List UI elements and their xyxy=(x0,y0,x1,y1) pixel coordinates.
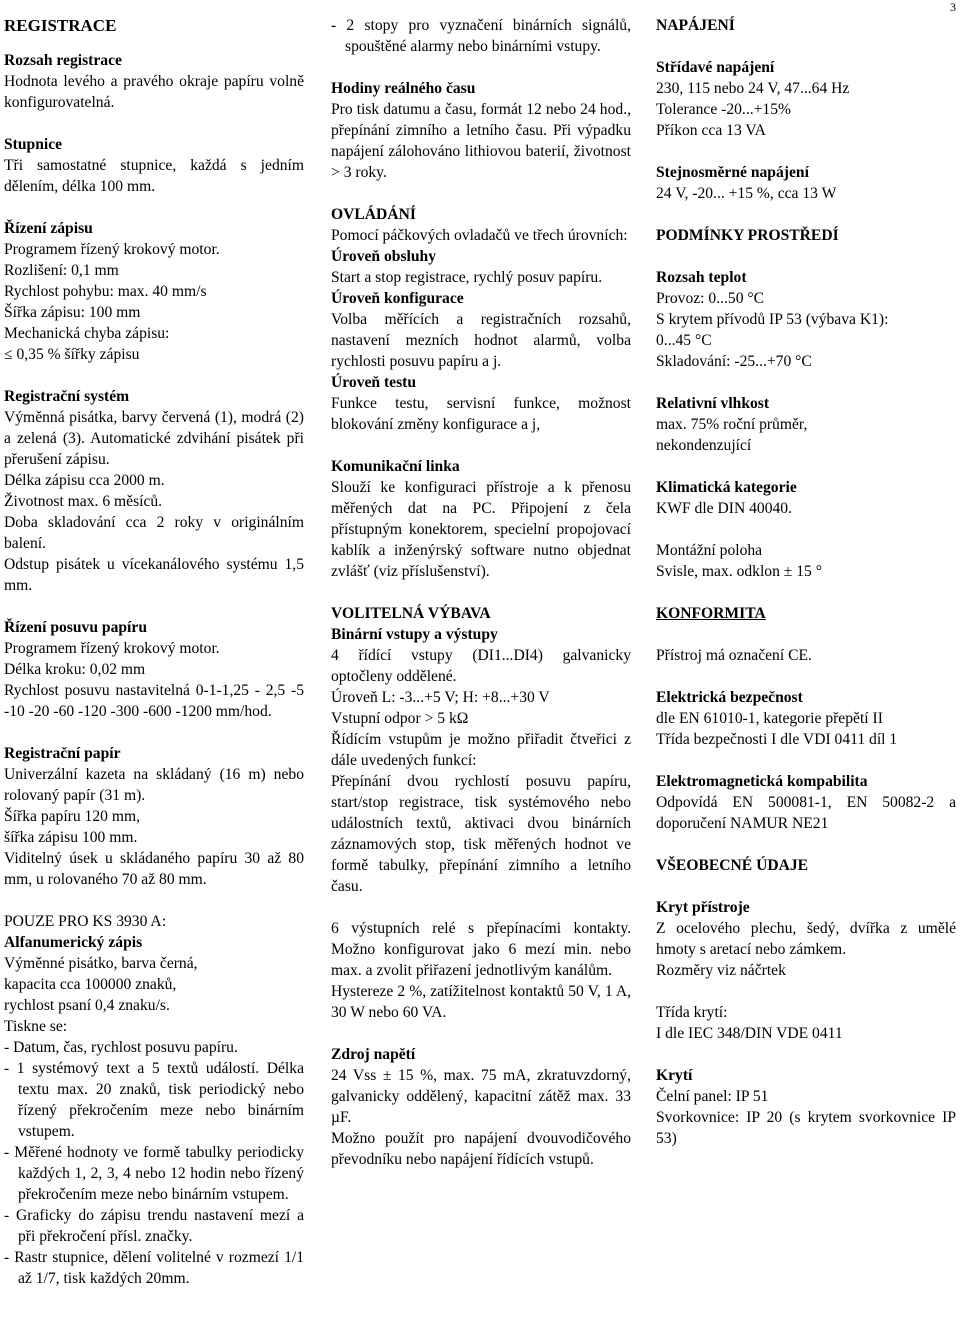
text-konfigurace: Volba měřících a registračních rozsahů, nastavení mezních hodnot alarmů, volba rychlosti posuvu papíru a j. xyxy=(331,311,631,370)
list-item: - 1 systémový text a 5 textů událostí. Délka textu max. 20 znaků, tisk periodický nebo řízený překročením meze nebo binárním vstupem. xyxy=(4,1060,304,1140)
line: Provoz: 0...50 °C xyxy=(656,290,765,307)
line: ≤ 0,35 % šířky zápisu xyxy=(4,346,140,363)
heading-stupnice: Stupnice xyxy=(4,136,63,153)
heading-rizeni-posuvu: Řízení posuvu papíru xyxy=(4,619,147,636)
line: 230, 115 nebo 24 V, 47...64 Hz xyxy=(656,80,850,97)
text-stupnice: Tři samostatné stupnice, každá s jedním dělením, délka 100 mm. xyxy=(4,157,304,195)
line: Třída bezpečnosti I dle VDI 0411 díl 1 xyxy=(656,731,898,748)
text-emk: Odpovídá EN 500081-1, EN 50082-2 a doporučení NAMUR NE21 xyxy=(656,794,956,832)
line: Programem řízený krokový motor. xyxy=(4,640,220,657)
heading-konfigurace: Úroveň konfigurace xyxy=(331,290,464,307)
text-zdroj: 24 Vss ± 15 %, max. 75 mA, zkratuvzdorný, galvanicky oddělený, kapacitní zátěž max. 33 µF. xyxy=(331,1067,631,1126)
line: nekondenzující xyxy=(656,437,752,454)
line: rychlost psaní 0,4 znaku/s. xyxy=(4,997,170,1014)
section-title-napajeni: NAPÁJENÍ xyxy=(656,17,735,34)
line: Vstupní odpor > 5 kΩ xyxy=(331,710,469,727)
line: Třída krytí: xyxy=(656,1004,728,1021)
heading-teplot: Rozsah teplot xyxy=(656,269,747,286)
heading-registracni-papir: Registrační papír xyxy=(4,745,121,762)
text-ridici-vstupy: Řídícím vstupům je možno přiřadit čtveřici z dále uvedených funkcí: xyxy=(331,731,631,769)
line: Šířka papíru 120 mm, xyxy=(4,808,140,825)
text-stejnosmerne: 24 V, -20... +15 %, cca 13 W xyxy=(656,185,837,202)
text-konformita: Přístroj má označení CE. xyxy=(656,647,812,664)
text-funkce: Přepínání dvou rychlostí posuvu papíru, start/stop registrace, tisk systémového nebo událostních textů, aktivaci dvou binárních záznamových stop, tisk měřených hodnot ve formě tabulky, přepínání zimního a letního času. xyxy=(331,773,631,895)
text-rele: 6 výstupních relé s přepínacími kontakty. Možno konfigurovat jako 6 mezí min. nebo max. a zvolit přiřazení jednotlivým kanálům. xyxy=(331,920,631,979)
text-hodiny: Pro tisk datumu a času, formát 12 nebo 24 hod., přepínání zimního a letního času. Při výpadku napájení zálohováno lithiovou baterií, životnost > 3 roky. xyxy=(331,101,631,181)
list-item: - Graficky do zápisu trendu nastavení mezí a při překročení přísl. značky. xyxy=(4,1207,304,1245)
line: dle EN 61010-1, kategorie přepětí II xyxy=(656,710,883,727)
section-title-registrace: REGISTRACE xyxy=(4,16,117,35)
section-title-konformita: KONFORMITA xyxy=(656,605,766,622)
text-hystereze: Hystereze 2 %, zatížitelnost kontaktů 50 V, 1 A, 30 W nebo 60 VA. xyxy=(331,983,631,1021)
line: kapacita cca 100000 znaků, xyxy=(4,976,177,993)
heading-alfanumericky: Alfanumerický zápis xyxy=(4,934,143,951)
line: Montážní poloha xyxy=(656,542,763,559)
heading-stejnosmerne: Stejnosměrné napájení xyxy=(656,164,809,181)
line: Rychlost pohybu: max. 40 mm/s xyxy=(4,283,207,300)
line: Délka zápisu cca 2000 m. xyxy=(4,472,165,489)
line: Svisle, max. odklon ± 15 ° xyxy=(656,563,822,580)
list-item: - Rastr stupnice, dělení volitelné v rozmezí 1/1 až 1/7, tisk každých 20mm. xyxy=(4,1249,304,1287)
line: Mechanická chyba zápisu: xyxy=(4,325,170,342)
text-zdroj-pouziti: Možno použít pro napájení dvouvodičového převodníku nebo napájení řídících vstupů. xyxy=(331,1130,631,1168)
section-title-vseobecne: VŠEOBECNÉ ÚDAJE xyxy=(656,857,809,874)
list-item: - 2 stopy pro vyznačení binárních signálů, spouštěné alarmy nebo binárními vstupy. xyxy=(331,17,631,55)
heading-obsluha: Úroveň obsluhy xyxy=(331,248,436,265)
heading-binarni: Binární vstupy a výstupy xyxy=(331,626,498,643)
column-middle xyxy=(331,15,631,1170)
heading-registracni-system: Registrační systém xyxy=(4,388,130,405)
line: Šířka zápisu: 100 mm xyxy=(4,304,141,321)
text-skladovani: Doba skladování cca 2 roky v originálním balení. xyxy=(4,514,304,552)
line: max. 75% roční průměr, xyxy=(656,416,808,433)
text-registracni-system: Výměnná pisátka, barvy červená (1), modrá (2) a zelená (3). Automatické zdvihání pisátek při přerušení zápisu. xyxy=(4,409,304,468)
heading-hodiny: Hodiny reálného času xyxy=(331,80,476,97)
text-papir: Univerzální kazeta na skládaný (16 m) nebo rolovaný papír (31 m). xyxy=(4,766,304,804)
text-rozsah: Hodnota levého a pravého okraje papíru volně konfigurovatelná. xyxy=(4,73,304,111)
line: Životnost max. 6 měsíců. xyxy=(4,493,163,510)
text-odstup: Odstup pisátek u vícekanálového systému 1,5 mm. xyxy=(4,556,304,594)
page-number: 3 xyxy=(950,0,956,14)
line: 0...45 °C xyxy=(656,332,712,349)
line: S krytem přívodů IP 53 (výbava K1): xyxy=(656,311,889,328)
line: Výměnné pisátko, barva černá, xyxy=(4,955,198,972)
heading-komunikacni-linka: Komunikační linka xyxy=(331,458,460,475)
heading-stridave: Střídavé napájení xyxy=(656,59,775,76)
section-title-ovladani: OVLÁDÁNÍ xyxy=(331,206,416,223)
heading-vlhkost: Relativní vlhkost xyxy=(656,395,770,412)
text-rychlost-posuvu: Rychlost posuvu nastavitelná 0-1-1,25 - 2,5 -5 -10 -20 -60 -120 -300 -600 -1200 mm/hod. xyxy=(4,682,304,720)
heading-rozsah: Rozsah registrace xyxy=(4,52,122,69)
line: Tolerance -20...+15% xyxy=(656,101,791,118)
text-rozmery: Rozměry viz náčrtek xyxy=(656,962,786,979)
text-test: Funkce testu, servisní funkce, možnost blokování změny konfigurace a j, xyxy=(331,395,631,433)
list-item: - Měřené hodnoty ve formě tabulky periodicky každých 1, 2, 3, 4 nebo 12 hodin nebo řízený překročením meze nebo binárním vstupem. xyxy=(4,1144,304,1203)
text-viditelny-usek: Viditelný úsek u skládaného papíru 30 až 80 mm, u rolovaného 70 až 80 mm. xyxy=(4,850,304,888)
line: Programem řízený krokový motor. xyxy=(4,241,220,258)
line: Úroveň L: -3...+5 V; H: +8...+30 V xyxy=(331,689,550,706)
heading-kryti: Krytí xyxy=(656,1067,693,1084)
line: Skladování: -25...+70 °C xyxy=(656,353,812,370)
text-ovladani: Pomocí páčkových ovladačů ve třech úrovních: xyxy=(331,227,628,244)
line: šířka zápisu 100 mm. xyxy=(4,829,138,846)
list-item: - Datum, čas, rychlost posuvu papíru. xyxy=(4,1039,238,1056)
text-obsluha: Start a stop registrace, rychlý posuv papíru. xyxy=(331,269,603,286)
heading-rizeni-zapisu: Řízení zápisu xyxy=(4,220,93,237)
heading-kryt: Kryt přístroje xyxy=(656,899,750,916)
note-pouze: POUZE PRO KS 3930 A: xyxy=(4,913,167,930)
text-kryt: Z ocelového plechu, šedý, dvířka z umělé hmoty s aretací nebo zámkem. xyxy=(656,920,956,958)
column-right xyxy=(656,15,956,1149)
column-left xyxy=(4,15,304,1289)
heading-klima: Klimatická kategorie xyxy=(656,479,797,496)
text-klima: KWF dle DIN 40040. xyxy=(656,500,792,517)
heading-test: Úroveň testu xyxy=(331,374,417,391)
line: Tiskne se: xyxy=(4,1018,68,1035)
line: I dle IEC 348/DIN VDE 0411 xyxy=(656,1025,843,1042)
line: Příkon cca 13 VA xyxy=(656,122,766,139)
line: Rozlišení: 0,1 mm xyxy=(4,262,119,279)
line: Délka kroku: 0,02 mm xyxy=(4,661,146,678)
heading-emk: Elektromagnetická kompabilita xyxy=(656,773,868,790)
text-binarni: 4 řídící vstupy (DI1...DI4) galvanicky optočleny oddělené. xyxy=(331,647,631,685)
section-title-volitelna: VOLITELNÁ VÝBAVA xyxy=(331,605,491,622)
heading-elektricka-bezpecnost: Elektrická bezpečnost xyxy=(656,689,803,706)
text-komunikacni-linka: Slouží ke konfiguraci přístroje a k přenosu měřených dat na PC. Připojení z čela přístupným konektorem, specielní propojovací kablík a inženýrský software nutno objednat zvlášť (viz příslušenství). xyxy=(331,479,631,580)
line: Čelní panel: IP 51 xyxy=(656,1088,769,1105)
section-title-podminky: PODMÍNKY PROSTŘEDÍ xyxy=(656,227,839,244)
heading-zdroj: Zdroj napětí xyxy=(331,1046,416,1063)
text-svorkovnice: Svorkovnice: IP 20 (s krytem svorkovnice IP 53) xyxy=(656,1109,956,1147)
